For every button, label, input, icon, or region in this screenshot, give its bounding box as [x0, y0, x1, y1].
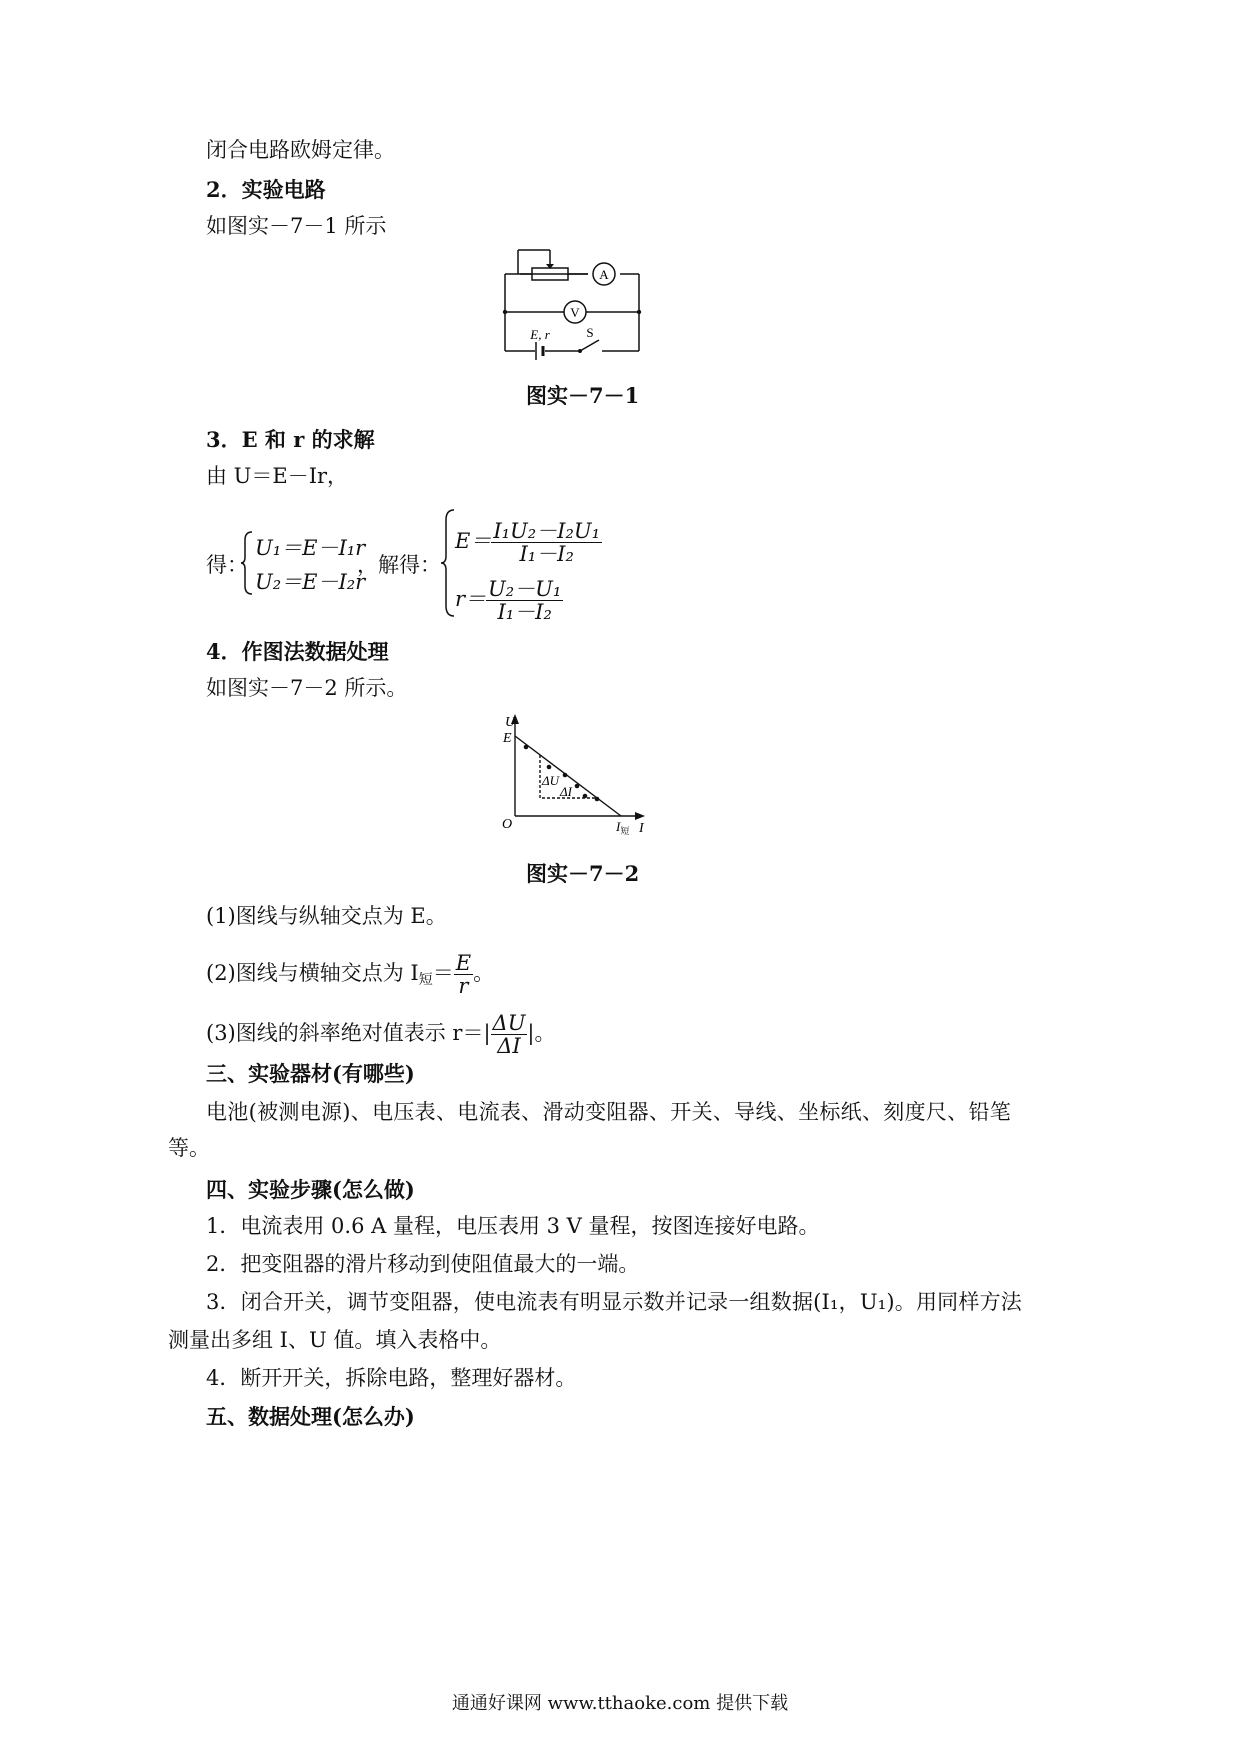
fraction	[491, 1012, 528, 1057]
numerator: ΔU	[492, 1011, 526, 1035]
denominator: I₁－I₂	[497, 600, 552, 624]
fraction	[491, 520, 602, 565]
solution-r	[455, 578, 563, 623]
p2-equals: ＝	[432, 961, 454, 985]
section-heading: 3．E 和 r 的求解	[206, 427, 375, 452]
x-intercept-subscript: 短	[620, 826, 630, 836]
text-line: ，解得：	[357, 553, 441, 577]
ammeter-label: A	[599, 267, 609, 282]
p2-subscript: 短	[418, 972, 433, 988]
page-footer: 通通好课网 www.tthaoke.com 提供下载	[451, 1693, 789, 1714]
text-line: 2．把变阻器的滑片移动到使阻值最大的一端。	[206, 1252, 640, 1276]
switch-label: S	[586, 325, 594, 340]
y-axis-label: U	[505, 715, 516, 730]
delta-i-label: ΔI	[560, 784, 572, 799]
x-axis-label: I	[639, 821, 644, 836]
figure-caption: 图实－7－2	[526, 861, 640, 886]
text-line: (1)图线与纵轴交点为 E。	[206, 904, 447, 928]
section-heading: 4．作图法数据处理	[206, 639, 389, 664]
x-intercept-label	[615, 819, 629, 836]
fraction	[486, 578, 563, 623]
x-intercept-symbol: I	[616, 819, 621, 834]
numerator: I₁U₂－I₂U₁	[493, 519, 601, 543]
text-line: 电池(被测电源)、电压表、电流表、滑动变阻器、开关、导线、坐标纸、刻度尺、铅笔	[206, 1100, 1012, 1124]
ui-graph	[495, 712, 655, 837]
figure-caption: 图实－7－1	[526, 383, 640, 408]
text-line	[206, 952, 494, 997]
text-line: 4．断开开关，拆除电路，整理好器材。	[206, 1366, 577, 1390]
text-line: 测量出多组 I、U 值。填入表格中。	[168, 1328, 502, 1352]
solution-r-lhs: r＝	[455, 587, 487, 611]
text-line: 3．闭合开关，调节变阻器，使电流表有明显示数并记录一组数据(I₁，U₁)。用同样方法	[206, 1290, 1022, 1314]
denominator: I₁－I₂	[519, 542, 574, 566]
section-heading: 三、实验器材(有哪些)	[206, 1061, 415, 1086]
equation-1: U₁＝E－I₁r	[255, 536, 366, 560]
brace	[440, 508, 456, 618]
section-heading: 五、数据处理(怎么办)	[206, 1404, 415, 1429]
numerator: E	[455, 951, 472, 975]
p2-suffix: 。	[473, 961, 495, 985]
brace	[240, 530, 254, 596]
p3-prefix: (3)图线的斜率绝对值表示 r＝|	[206, 1021, 491, 1045]
voltmeter-label: V	[570, 305, 580, 320]
circuit-diagram	[490, 240, 660, 365]
origin-label: O	[502, 817, 513, 832]
text-line: 如图实－7－1 所示	[206, 214, 387, 238]
denominator: ΔI	[497, 1034, 521, 1058]
text-line	[206, 1012, 556, 1057]
text-line: 1．电流表用 0.6 A 量程，电压表用 3 V 量程，按图连接好电路。	[206, 1214, 820, 1238]
equation-2: U₂＝E－I₂r	[255, 570, 366, 594]
section-heading: 四、实验步骤(怎么做)	[206, 1177, 415, 1202]
text-line: 等。	[168, 1136, 210, 1160]
y-intercept-label: E	[503, 731, 512, 746]
p3-suffix: |。	[527, 1021, 556, 1045]
p2-prefix: (2)图线与横轴交点为 I	[206, 961, 419, 985]
text-line: 闭合电路欧姆定律。	[206, 138, 395, 162]
section-heading: 2．实验电路	[206, 177, 326, 202]
numerator: U₂－U₁	[488, 577, 562, 601]
text-line: 由 U＝E－Ir，	[206, 464, 349, 488]
fraction	[454, 952, 473, 997]
denominator: r	[458, 974, 469, 998]
solution-e-lhs: E＝	[455, 529, 492, 553]
text-line: 得：	[206, 553, 248, 577]
battery-label: E, r	[530, 327, 550, 342]
text-line: 如图实－7－2 所示。	[206, 676, 408, 700]
delta-u-label: ΔU	[542, 773, 560, 788]
solution-e	[455, 520, 602, 565]
